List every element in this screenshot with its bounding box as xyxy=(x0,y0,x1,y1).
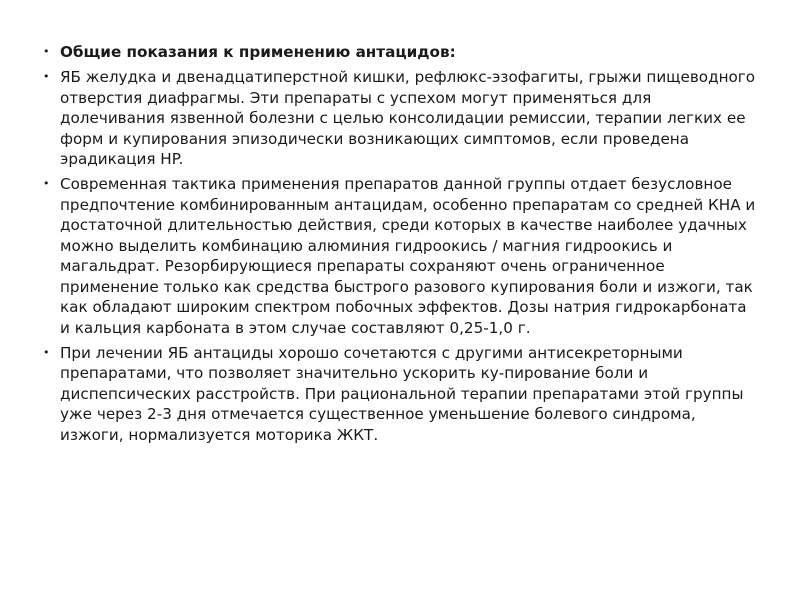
bullet-icon: • xyxy=(43,45,50,58)
bullet-item-indications xyxy=(43,67,758,170)
bullet-icon: • xyxy=(43,345,50,359)
bullet-icon: • xyxy=(43,177,50,190)
paragraph-text: При лечении ЯБ антациды хорошо сочетаются с другими антисекреторными препаратами, что позволяет значительно ускорить ку-пирование боли и диспепсических расстройств. При рациональной терапии препаратами этой группы уже через 2-3 дня отмечается существенное уменьшение болевого синдрома, изжоги, нормализуется моторика ЖКТ. xyxy=(60,343,744,444)
paragraph-text: ЯБ желудка и двенадцатиперстной кишки, рефлюкс-эзофагиты, грыжи пищеводного отверстия диафрагмы. Эти препараты с успехом могут применяться для долечивания язвенной болезни с целью консолидации ремиссии, терапии легких ее форм и купирования эпизодически возникающих симптомов, если проведена эрадикация HP. xyxy=(60,68,756,168)
slide-heading: Общие показания к применению антацидов: xyxy=(60,43,456,61)
bullet-item-heading xyxy=(43,42,758,63)
paragraph-text: Современная тактика применения препаратов данной группы отдает безусловное предпочтение комбинированным антацидам, особенно препаратам со средней КНА и достаточной длительностью действия, среди которых в качестве наиболее удачных можно выделить комбинацию алюминия гидроокись / магния гидроокись и магальдрат. Резорбирующиеся препараты сохраняют очень ограниченное применение только как средства быстрого разового купирования боли и изжоги, так как обладают широким спектром побочных эффектов. Дозы натрия гидрокарбоната и кальция карбоната в этом случае составляют 0,25-1,0 г. xyxy=(60,175,756,337)
bullet-icon: • xyxy=(43,70,50,83)
bullet-item-tactics xyxy=(43,174,758,338)
bullet-list xyxy=(43,42,758,450)
bullet-item-combination xyxy=(43,343,758,446)
